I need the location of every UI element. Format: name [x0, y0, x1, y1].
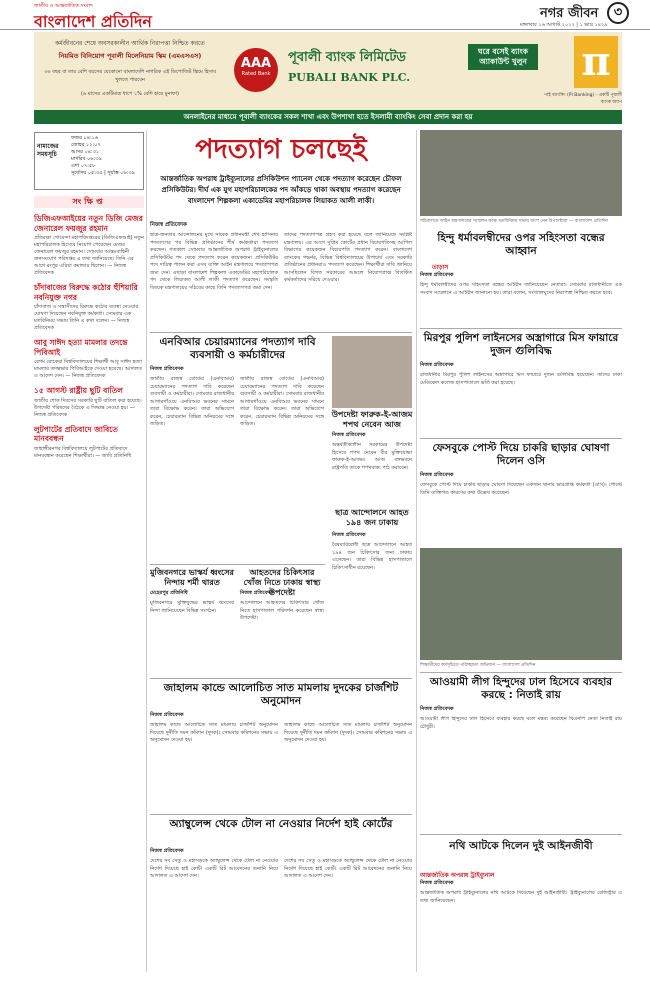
article-body: আন্দোলনে আহতদের চিকিৎসার খোঁজ নিতে হাসপাতাল পরিদর্শন করেছেন স্বাস্থ্য উপদেষ্টা।	[240, 600, 324, 621]
section-title: নগর জীবন	[540, 6, 599, 21]
page-number: ৩	[607, 2, 629, 24]
brief-news-bar: সংক্ষিপ্ত	[34, 196, 144, 208]
ad-strip: অনলাইনের মাধ্যমে পূবালী ব্যাংকের সকল শাখা এবং উপশাখা হতে ইসলামী ব্যাংকিং সেবা প্রদান করা হয়	[34, 110, 622, 124]
pi-banking-caption: পাই ব্যাংকিং (PI Banking) - একটি পূবালী ব্যাংক অ্যাপ	[544, 93, 622, 105]
article-body: দেশের সব সেতু ও মহাসড়কে অ্যাম্বুলেন্স থেকে টোল না নেওয়ার নির্দেশ দিয়েছে হাই কোর্ট। একটি রিট আবেদনের শুনানি নিয়ে আদালত এ আদেশ দেন।	[150, 858, 278, 879]
photo-caption: সচিবালয়ে আইন মন্ত্রণালয়ের সম্মেলন কক্ষে মতবিনিময় সভায় অংশ নেন উপদেষ্টারা — বাংলাদেশ প্রতিদিন	[420, 219, 608, 224]
sidebar	[34, 132, 144, 972]
brief-item: ১৫ আগস্ট রাষ্ট্রীয় ছুটি বাতিল জাতীয় শোক দিবসের সরকারি ছুটি বাতিল করা হয়েছে। উপদেষ্টা পরিষদের বৈঠকে এ সিদ্ধান্ত নেওয়া হয়। — নিজস্ব প্রতিবেদক	[34, 386, 142, 418]
article-headline: মুজিবনগরে ভাস্কর্য ধ্বংসের নিন্দায় শর্মী থারত	[150, 568, 234, 587]
article-byline: নিজস্ব প্রতিবেদক	[150, 712, 184, 718]
lead-byline: নিজস্ব প্রতিবেদক	[150, 222, 187, 228]
article-headline: ছাত্র আন্দোলনে আহত ১৯৪ জন ঢাকায়	[335, 508, 409, 527]
article-body: রাজধানীর মিরপুর পুলিশ লাইনসের অস্ত্রাগারে মিস ফায়ারে দুজন গুলিবিদ্ধ হয়েছেন। তাদের ঢাকা মেডিকেল কলেজ হাসপাতালে ভর্তি করা হয়েছে।	[420, 372, 622, 386]
article-byline: নিজস্ব প্রতিবেদক	[150, 366, 184, 372]
section-tag: তাড়াস	[432, 264, 449, 271]
article-byline: নিজস্ব প্রতিবেদক	[420, 362, 454, 368]
article-body: অন্তর্বর্তীকালীন সরকারের উপদেষ্টা হিসেবে শপথ নেবেন বীর মুক্তিযোদ্ধা ফারুক-ই-আজম। আজ বঙ্গভবনে রাষ্ট্রপতি তাকে শপথবাক্য পাঠ করাবেন।	[332, 442, 412, 471]
lead-body-column-1: ছাত্র-জনতার আন্দোলনের মুখে সাবেক প্রধানমন্ত্রী শেখ হাসিনার পদত্যাগের পর বিভিন্ন প্রতিষ্ঠানের শীর্ষ কর্মকর্তারা পদত্যাগ করছেন। গতকাল সোমবার আন্তর্জাতিক অপরাধ ট্রাইব্যুনালের প্রসিকিউটর পদ থেকে পদত্যাগ করেন কয়েকজন। প্রসিকিউটর পদে দায়িত্ব পালন করা এসব ব্যক্তি আইন মন্ত্রণালয়ে পদত্যাগপত্র জমা দেন। এছাড়া বাংলাদেশ শিল্পকলা একাডেমির মহাপরিচালক পদ থেকে লিয়াকত আলী লাকী পদত্যাগ করেছেন। সংস্কৃতি বিষয়ক মন্ত্রণালয়ের সচিবের কাছে তিনি পদত্যাগপত্র জমা দেন।	[150, 232, 278, 291]
prayer-label: নামাজের সময়সূচি	[37, 143, 59, 158]
adviser-portrait	[332, 336, 412, 408]
article-body: জাতীয় রাজস্ব বোর্ডের (এনবিআর) চেয়ারম্যানের পদত্যাগ দাবি করেছেন ব্যবসায়ী ও কর্মচারীরা। সোমবার রাজধানীর আগারগাঁওয়ে এনবিআর ভবনের সামনে তারা বিক্ষোভ করেন। তারা অভিযোগ করেন, চেয়ারম্যান বিভিন্ন অনিয়মের সঙ্গে জড়িত।	[150, 376, 234, 427]
article-headline: উপদেষ্টা ফারুক-ই-আজম শপথ নেবেন আজ	[331, 410, 413, 429]
article-headline: মিরপুর পুলিশ লাইনসের অস্ত্রাগারে মিস ফায়ারে দুজন গুলিবিদ্ধ	[423, 332, 619, 357]
article-headline: হিন্দু ধর্মাবলম্বীদের ওপর সহিংসতা বন্ধের আহ্বান	[437, 232, 605, 257]
ad-promo: ঘরে বসেই ব্যাংক অ্যাকাউন্ট খুলুন	[468, 44, 538, 70]
article-headline: আহতদের চিকিৎসার খোঁজ নিতে ঢাকায় স্বাস্থ্য উপদেষ্টা	[243, 568, 321, 597]
pi-banking-logo: π	[574, 36, 618, 88]
brief-item: ডিজিএফআইয়ের নতুন ডিজি মেজর জেনারেল ফয়জুর রহমান প্রতিরক্ষা গোয়েন্দা মহাপরিদপ্তরের (ডিজিএফআই) নতুন মহাপরিচালক হিসেবে নিয়োগ পেয়েছেন মেজর জেনারেল ফয়জুর রহমান। সোমবার আন্তঃবাহিনী জনসংযোগ পরিদপ্তর এ তথ্য জানিয়েছে। তিনি এর আগে রংপুর এরিয়া কমান্ডার ছিলেন। — নিজস্ব প্রতিবেদক	[34, 214, 144, 276]
brand-logo: বাংলাদেশ প্রতিদিন	[34, 12, 152, 31]
article-headline: আওয়ামী লীগ হিন্দুদের ঢাল হিসেবে ব্যবহার করছে : নিতাই রায়	[429, 676, 613, 701]
bank-advertisement	[34, 32, 622, 110]
article-body: জাহালম কান্ডে আলোচিত সাত মামলায় চার্জশিট অনুমোদন দিয়েছে দুর্নীতি দমন কমিশন (দুদক)। সোমবার কমিশনের সভায় এ অনুমোদন দেওয়া হয়।	[284, 722, 412, 743]
article-byline: নিজস্ব প্রতিবেদক	[420, 880, 454, 886]
lead-body-column-2: তাদের পদত্যাগপত্র গ্রহণ করা হয়েছে বলে জানিয়েছে সংশ্লিষ্ট মন্ত্রণালয়। এর আগে সুপ্রিম কোর্টের প্রধান বিচারপতিসহ আপিল বিভাগের কয়েকজন বিচারপতি পদত্যাগ করেন। বাংলাদেশ ব্যাংকের গভর্নর, বিভিন্ন বিশ্ববিদ্যালয়ের উপাচার্য এবং সরকারি প্রতিষ্ঠানের প্রধানরাও পদত্যাগ করেছেন। শিক্ষার্থীরা দাবি জানিয়ে আসছিলেন বিগত সরকারের আমলে নিয়োগপ্রাপ্ত বিতর্কিত কর্মকর্তাদের সরিয়ে দেওয়ার।	[284, 232, 412, 283]
article-body: আওয়ামী লীগ হিন্দুদের ঢাল হিসেবে ব্যবহার করছে বলে মন্তব্য করেছেন বিএনপি নেতা নিতাই রায় চৌধুরী।	[420, 716, 622, 730]
article-byline: নিজস্ব প্রতিবেদক	[240, 590, 274, 596]
article-headline: জাহালম কান্ডে আলোচিত সাত মামলায় দুদকের চার্জশিট অনুমোদন	[163, 682, 399, 707]
article-headline: নথি আটকে দিলেন দুই আইনজীবী	[449, 840, 593, 852]
article-body: ফেসবুকে পোস্ট দিয়ে চাকরি ছাড়ার ঘোষণা দিয়েছেন একজন থানার ভারপ্রাপ্ত কর্মকর্তা (ওসি)। পোস্টে তিনি ব্যক্তিগত কারণের কথা উল্লেখ করেছেন।	[420, 482, 622, 496]
bank-name: পূবালী ব্যাংক লিমিটেড PUBALI BANK PLC.	[288, 50, 411, 84]
brief-item: লুটপাটের প্রতিবাদে জাবিতে মানববন্ধন জাহাঙ্গীরনগর বিশ্ববিদ্যালয়ে লুটপাটের প্রতিবাদে মানববন্ধন করেছেন শিক্ষার্থীরা। — জাবি প্রতিনিধি	[34, 424, 132, 459]
ad-scheme-text: কর্মজীবনের শেষে অবসরকালীন আর্থিক নিরাপত্তা নিশ্চিত করতে নিয়মিত বিনিয়োগ পূবালী মিলেনিয়াম স্কিম (এমএসএস) ৩৬ বছর বা তার বেশি বয়সের যেকোনো বাংলাদেশি নাগরিক এই ডিপোজিট স্কিমে হিসাব খুলতে পারবেন (৬ মাসের একটিমাত্র ধাপে ১% বেশি হারে মুনাফা)	[43, 40, 216, 97]
lead-intro: আন্তর্জাতিক অপরাধ ট্রাইব্যুনালের প্রসিকিউশন প্যানেল থেকে পদত্যাগ করেছেন চৌফল প্রসিকিউটর। দীর্ঘ এক যুগ মহাপরিচালকের পদ আঁকড়ে থাকা অবস্থায় পদত্যাগ করেছেন বাংলাদেশ শিল্পকলা একাডেমির মহাপরিচালক লিয়াকত আলী লাকী।	[160, 175, 402, 205]
article-headline: এনবিআর চেয়ারম্যানের পদত্যাগ দাবি ব্যবসায়ী ও কর্মচারীদের	[159, 336, 316, 361]
article-body: দেশের সব সেতু ও মহাসড়কে অ্যাম্বুলেন্স থেকে টোল না নেওয়ার নির্দেশ দিয়েছে হাই কোর্ট। একটি রিট আবেদনের শুনানি নিয়ে আদালত এ আদেশ দেন।	[284, 858, 412, 879]
meeting-photo	[420, 130, 622, 216]
cleanup-photo	[420, 548, 622, 660]
masthead	[0, 0, 650, 30]
photo-caption: শিক্ষার্থীদের কর্মসূচিতে পরিচ্ছন্নতা অভিযান — বাংলাদেশ প্রতিদিন	[420, 663, 536, 668]
article-body: আন্তর্জাতিক অপরাধ ট্রাইব্যুনালের নথি আটকে দিয়েছেন দুই আইনজীবী। ট্রাইব্যুনালের রেজিস্ট্রার এ তথ্য জানিয়েছেন।	[420, 890, 622, 904]
brief-item: আবু সাঈদ হত্যা মামলার তদন্তে পিবিআই বেগম রোকেয়া বিশ্ববিদ্যালয়ের শিক্ষার্থী আবু সাঈদ হত্যা মামলার তদন্তভার পিবিআইকে দেওয়া হয়েছে। আদালত এ আদেশ দেন। — নিজস্ব প্রতিবেদক	[34, 338, 143, 379]
article-body: হিন্দু ধর্মাবলম্বীদের ওপর সহিংসতা বন্ধের আহ্বান জানিয়েছেন নেতারা। সোমবার রাজধানীতে এক সংবাদ সম্মেলনে এ আহ্বান জানানো হয়। তারা বলেন, সংখ্যালঘুদের নিরাপত্তা নিশ্চিত করতে হবে।	[420, 282, 622, 296]
dateline: মঙ্গলবার ১৬ আগস্ট ২০২২ | ১ ভাদ্র ১৪২৯	[520, 22, 608, 28]
article-body: জাহালম কান্ডে আলোচিত সাত মামলায় চার্জশিট অনুমোদন দিয়েছে দুর্নীতি দমন কমিশন (দুদক)। সোমবার কমিশনের সভায় এ অনুমোদন দেওয়া হয়।	[150, 722, 278, 743]
prayer-times-box	[34, 132, 144, 190]
article-byline: নিজস্ব প্রতিবেদক	[420, 706, 454, 712]
article-body: মুজিবনগরে মুক্তিযুদ্ধের ভাস্কর্য ধ্বংসের নিন্দা জানিয়েছেন বিভিন্ন সংগঠন।	[150, 600, 234, 614]
section-tag: আন্তর্জাতিক অপরাধ ট্রাইব্যুনাল	[420, 872, 495, 879]
brand-tagline: জাতীয় ও আন্তর্জাতিক সংবাদ	[34, 3, 93, 9]
lead-headline: পদত্যাগ চলছেই	[195, 134, 367, 165]
brief-item: চাঁদাবাজের বিরুদ্ধে কঠোর হুঁশিয়ারি নবনিযুক্ত নগর চাঁদাবাজ ও সন্ত্রাসীদের বিরুদ্ধে কঠোর ব্যবস্থা নেওয়ার ঘোষণা দিয়েছেন নবনিযুক্ত কর্মকর্তা। সোমবার এক মতবিনিময় সভায় তিনি এ কথা বলেন। — নিজস্ব প্রতিবেদক	[34, 283, 139, 331]
article-headline: অ্যাম্বুলেন্স থেকে টোল না নেওয়ার নির্দেশ হাই কোর্টের	[169, 818, 393, 830]
prayer-times: ফজর ০৪:১৬ জোহর ১২:০৭ আসর ০৪:৩১ মাগরিব ০৬:৩৯ এশা ০৭:৫৮ সূর্যোদয় ০৫:৩৫ | সূর্যাস্ত ০৬:৩৯	[71, 135, 135, 176]
article-byline: নিজস্ব প্রতিবেদক	[332, 532, 366, 538]
article-body: জাতীয় রাজস্ব বোর্ডের (এনবিআর) চেয়ারম্যানের পদত্যাগ দাবি করেছেন ব্যবসায়ী ও কর্মচারীরা। সোমবার রাজধানীর আগারগাঁওয়ে এনবিআর ভবনের সামনে তারা বিক্ষোভ করেন। তারা অভিযোগ করেন, চেয়ারম্যান বিভিন্ন অনিয়মের সঙ্গে জড়িত।	[240, 376, 324, 427]
article-byline: নিজস্ব প্রতিবেদক	[332, 432, 366, 438]
article-byline: মেহেরপুর প্রতিনিধি	[150, 590, 188, 596]
article-byline: নিজস্ব প্রতিবেদক	[420, 272, 454, 278]
article-byline: নিজস্ব প্রতিবেদক	[150, 848, 184, 854]
article-byline: নিজস্ব প্রতিবেদক	[420, 472, 454, 478]
aaa-rating-badge: AAA Rated Bank	[234, 48, 278, 92]
article-headline: ফেসবুকে পোস্ট দিয়ে চাকরি ছাড়ার ঘোষণা দিলেন ওসি	[432, 442, 610, 467]
article-body: বৈষম্যবিরোধী ছাত্র আন্দোলনে আহত ১৯৪ জন চিকিৎসার জন্য ঢাকায় এসেছেন। তারা বিভিন্ন হাসপাতালে চিকিৎসাধীন রয়েছেন।	[332, 542, 412, 571]
